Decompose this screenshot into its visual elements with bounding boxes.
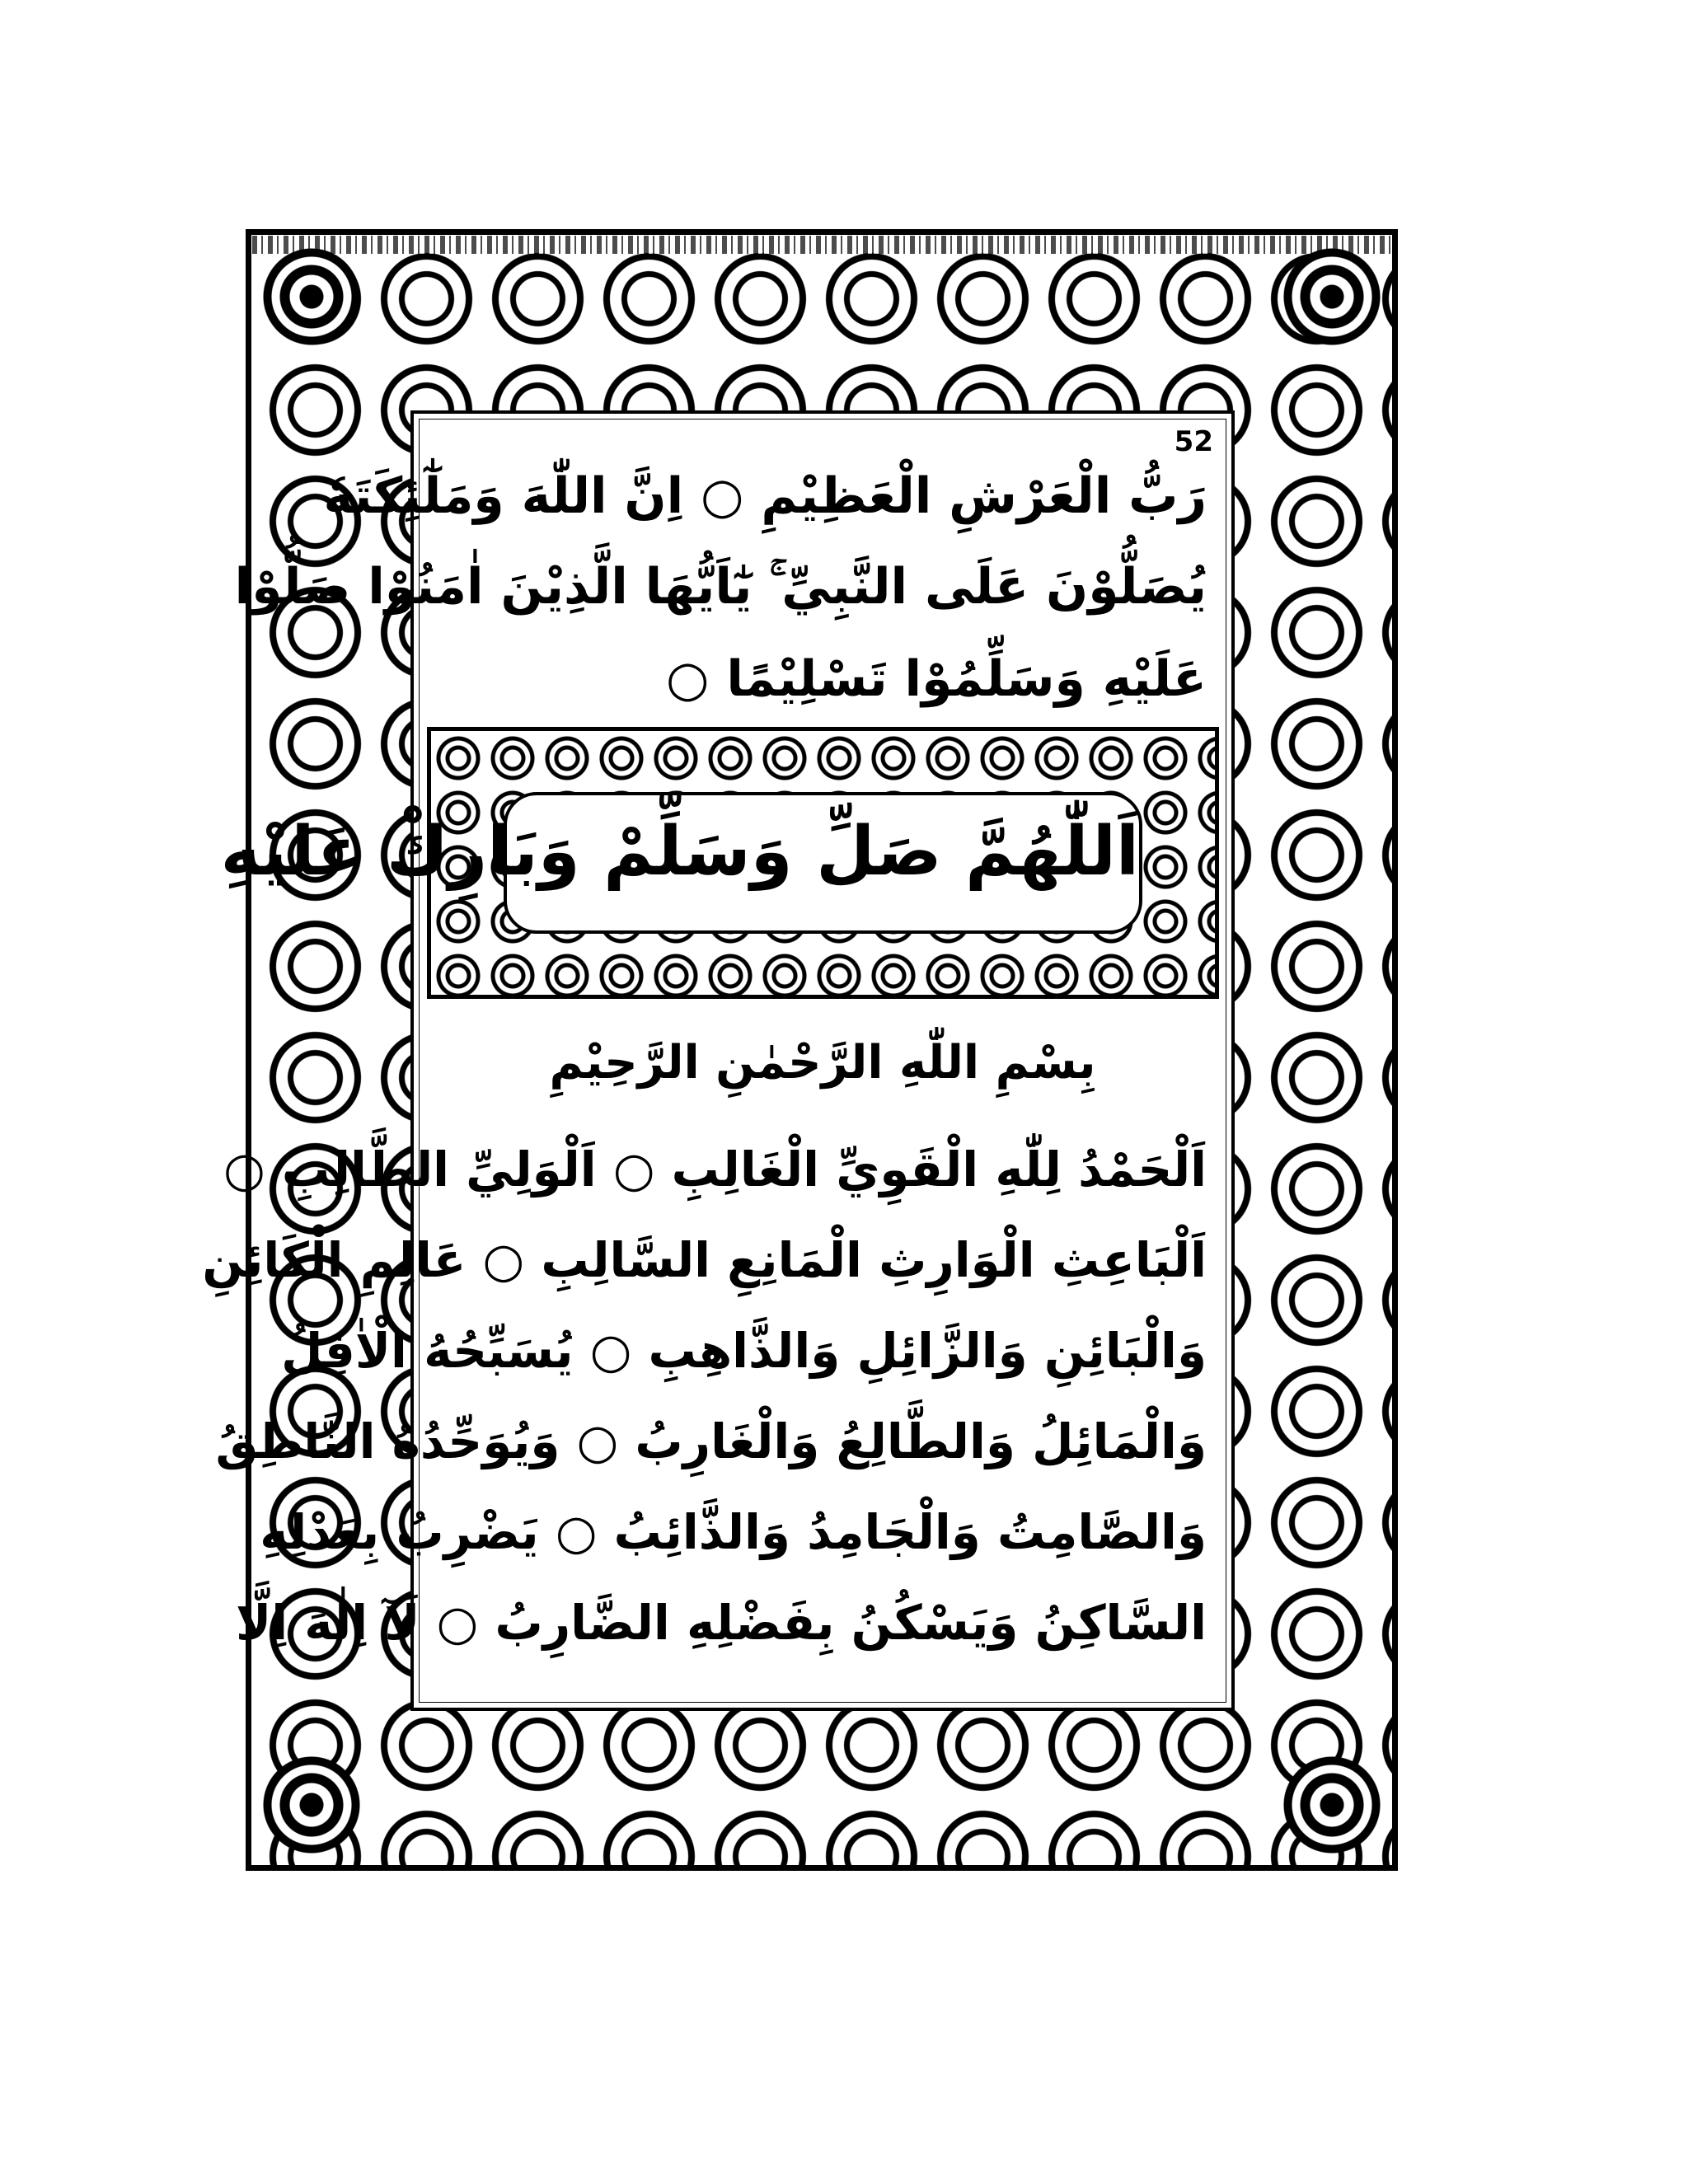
corner-ornament-bottom-left [262, 1755, 361, 1854]
border-top-edge [252, 236, 1391, 254]
corner-ornament-top-right [1282, 247, 1381, 346]
durood-text: اَللّٰهُمَّ صَلِّ وَسَلِّمْ وَبَارِكْ عَلَيْهِ [220, 813, 1139, 891]
body-line-4: وَالْمَائِلُ وَالطَّالِعُ وَالْغَارِبُ ○ وَيُوَحِّدُهُ النَّاطِقُ [215, 1413, 1207, 1469]
verse-line-2: يُصَلُّوْنَ عَلَى النَّبِيِّ ۚ يٰٓاَيُّهَا الَّذِيْنَ اٰمَنُوْا صَلُّوْا [234, 558, 1207, 616]
durood-cartouche-inner [220, 792, 1142, 934]
body-line-1: اَلْحَمْدُ لِلّٰهِ الْقَوِيِّ الْغَالِبِ ○ اَلْوَلِيِّ الطَّالِبِ ○ [223, 1141, 1207, 1197]
durood-cartouche [220, 727, 1219, 999]
verse-line-3: عَلَيْهِ وَسَلِّمُوْا تَسْلِيْمًا ○ [666, 650, 1207, 708]
page-number: 52 [1174, 425, 1213, 458]
body-line-5: وَالصَّامِتُ وَالْجَامِدُ وَالذَّائِبُ ○ يَضْرِبُ بِعَدْلِهِ [260, 1504, 1207, 1560]
corner-ornament-bottom-right [1282, 1755, 1381, 1854]
body-line-2: اَلْبَاعِثِ الْوَارِثِ الْمَانِعِ السَّالِبِ ○ عَالِمِ الْكَائِنِ [202, 1232, 1207, 1288]
bismillah-heading: بِسْمِ اللّٰهِ الرَّحْمٰنِ الرَّحِيْمِ [549, 1036, 1096, 1090]
text-panel [202, 410, 1235, 1711]
body-line-3: وَالْبَائِنِ وَالزَّائِلِ وَالذَّاهِبِ ○ يُسَبِّحُهُ الْاٰفِلُ [281, 1323, 1207, 1379]
verse-line-1: رَبُّ الْعَرْشِ الْعَظِيْمِ ○ اِنَّ اللّٰهَ وَمَلٰٓئِكَتَهٗ [323, 467, 1207, 525]
body-line-6: السَّاكِنُ وَيَسْكُنُ بِفَضْلِهِ الضَّارِبُ ○ لَآ اِلٰهَ اِلَّا [236, 1595, 1207, 1651]
corner-ornament-top-left [262, 247, 361, 346]
